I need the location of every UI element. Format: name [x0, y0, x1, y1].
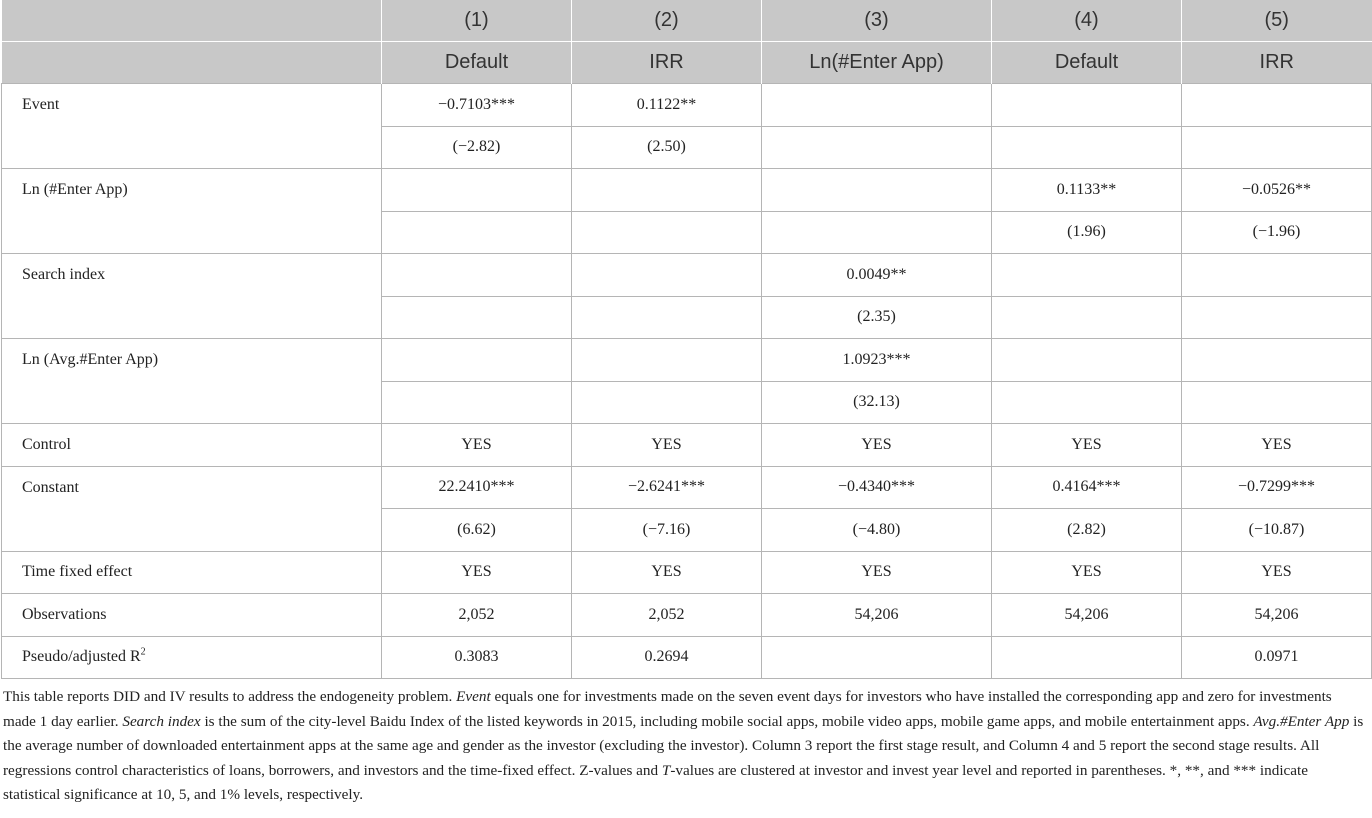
- row-label-control: Control: [2, 424, 382, 467]
- table-row-ln-enter-app-coef: [2, 169, 1372, 212]
- table-cell: 54,206: [1182, 594, 1372, 637]
- header-col-1-label: Default: [382, 42, 572, 84]
- table-cell: [572, 169, 762, 212]
- table-cell: (6.62): [382, 509, 572, 552]
- table-cell: −0.7299***: [1182, 466, 1372, 509]
- row-label-search-index: Search index: [2, 254, 382, 339]
- table-cell: [992, 254, 1182, 297]
- row-label-r-squared: [2, 636, 382, 679]
- table-cell: YES: [1182, 424, 1372, 467]
- row-label-ln-enter-app: Ln (#Enter App): [2, 169, 382, 254]
- row-label-r-squared-text: Pseudo/adjusted R: [22, 648, 141, 666]
- table-row-r-squared: [2, 636, 1372, 679]
- table-cell: [572, 296, 762, 339]
- table-cell: 54,206: [992, 594, 1182, 637]
- table-cell: YES: [382, 424, 572, 467]
- table-cell: (2.35): [762, 296, 992, 339]
- table-cell: [572, 381, 762, 424]
- header-col-5-number: (5): [1182, 0, 1372, 42]
- table-cell: −0.0526**: [1182, 169, 1372, 212]
- table-cell: [992, 296, 1182, 339]
- table-cell: [762, 84, 992, 127]
- table-cell: 2,052: [572, 594, 762, 637]
- table-cell: 0.0971: [1182, 636, 1372, 679]
- header-col-4-number: (4): [992, 0, 1182, 42]
- table-row-time-fixed-effect: [2, 551, 1372, 594]
- table-cell: [762, 636, 992, 679]
- table-row-constant-coef: [2, 466, 1372, 509]
- header-col-5-label: IRR: [1182, 42, 1372, 84]
- table-cell: YES: [572, 424, 762, 467]
- table-cell: −0.7103***: [382, 84, 572, 127]
- table-cell: −0.4340***: [762, 466, 992, 509]
- table-cell: [382, 211, 572, 254]
- table-cell: [1182, 381, 1372, 424]
- table-cell: (−7.16): [572, 509, 762, 552]
- header-row-numbers: [2, 0, 1372, 42]
- table-cell: [1182, 84, 1372, 127]
- table-row-observations: [2, 594, 1372, 637]
- table-cell: YES: [992, 551, 1182, 594]
- footnote-text-3: is the sum of the city-level Baidu Index of the listed keywords in 2015, including mobile social apps, mobile video apps, mobile game apps, and mobile entertainment apps.: [200, 712, 1254, 730]
- table-cell: (1.96): [992, 211, 1182, 254]
- table-cell: [572, 254, 762, 297]
- table-cell: [382, 381, 572, 424]
- table-cell: [1182, 296, 1372, 339]
- table-footnote: [3, 685, 1368, 808]
- table-cell: (2.82): [992, 509, 1182, 552]
- table-cell: −2.6241***: [572, 466, 762, 509]
- table-cell: [382, 339, 572, 382]
- table-cell: 2,052: [382, 594, 572, 637]
- table-cell: YES: [992, 424, 1182, 467]
- footnote-text-2: equals one for investments made on the seven event days for investors who have installed the corresponding app and zero for investments made 1 day earlier.: [3, 688, 1332, 730]
- header-col-3-number: (3): [762, 0, 992, 42]
- footnote-term-avg-enter-app: Avg.#Enter App: [1253, 712, 1350, 730]
- header-col-4-label: Default: [992, 42, 1182, 84]
- table-cell: [992, 126, 1182, 169]
- header-col-2-label: IRR: [572, 42, 762, 84]
- table-cell: [1182, 254, 1372, 297]
- table-cell: (32.13): [762, 381, 992, 424]
- row-label-ln-avg-enter-app: Ln (Avg.#Enter App): [2, 339, 382, 424]
- table-cell: 0.2694: [572, 636, 762, 679]
- table-cell: YES: [762, 551, 992, 594]
- footnote-term-t: T: [661, 761, 671, 779]
- superscript-two: 2: [140, 646, 146, 658]
- table-row-search-index-coef: [2, 254, 1372, 297]
- table-cell: YES: [762, 424, 992, 467]
- table-cell: [992, 84, 1182, 127]
- table-cell: [1182, 126, 1372, 169]
- footnote-text-5: -values are clustered at investor and invest year level and reported in parentheses. *, **, and *** indicate statistical significance at 10, 5, and 1% levels, respectively.: [3, 761, 1308, 803]
- table-row-control: [2, 424, 1372, 467]
- table-cell: (−10.87): [1182, 509, 1372, 552]
- footnote-term-event: Event: [456, 688, 491, 705]
- table-cell: [762, 126, 992, 169]
- table-cell: YES: [382, 551, 572, 594]
- row-label-observations: Observations: [2, 594, 382, 637]
- table-cell: 0.1122**: [572, 84, 762, 127]
- table-cell: (2.50): [572, 126, 762, 169]
- header-col-1-number: (1): [382, 0, 572, 42]
- table-row-event-coef: [2, 84, 1372, 127]
- row-label-constant: Constant: [2, 466, 382, 551]
- table-cell: [382, 254, 572, 297]
- table-cell: [992, 339, 1182, 382]
- table-cell: [382, 296, 572, 339]
- table-row-ln-avg-enter-app-coef: [2, 339, 1372, 382]
- header-corner-label: [2, 42, 382, 84]
- table-cell: [382, 169, 572, 212]
- table-cell: 0.4164***: [992, 466, 1182, 509]
- table-cell: 54,206: [762, 594, 992, 637]
- row-label-event: Event: [2, 84, 382, 169]
- table-cell: [572, 211, 762, 254]
- table-cell: [572, 339, 762, 382]
- header-corner: [2, 0, 382, 42]
- table-cell: (−2.82): [382, 126, 572, 169]
- header-col-3-label: Ln(#Enter App): [762, 42, 992, 84]
- table-cell: (−1.96): [1182, 211, 1372, 254]
- table-cell: 22.2410***: [382, 466, 572, 509]
- table-cell: YES: [1182, 551, 1372, 594]
- footnote-text-4: is the average number of downloaded entertainment apps at the same age and gender as the investor (excluding the investor). Column 3 report the first stage result, and Column 4 and 5 report the second stage results. All regressions control characteristics of loans, borrowers, and investors and the time-fixed effect. Z-values and: [3, 712, 1364, 779]
- table-cell: [992, 636, 1182, 679]
- footnote-term-search-index: Search index: [122, 712, 201, 730]
- header-row-labels: [2, 42, 1372, 84]
- table-cell: (−4.80): [762, 509, 992, 552]
- table-cell: [762, 169, 992, 212]
- table-cell: YES: [572, 551, 762, 594]
- table-cell: [762, 211, 992, 254]
- table-cell: [1182, 339, 1372, 382]
- footnote-text-1: This table reports DID and IV results to address the endogeneity problem.: [3, 688, 457, 705]
- table-cell: [992, 381, 1182, 424]
- table-cell: 0.3083: [382, 636, 572, 679]
- header-col-2-number: (2): [572, 0, 762, 42]
- table-cell: 1.0923***: [762, 339, 992, 382]
- table-cell: 0.0049**: [762, 254, 992, 297]
- row-label-time-fixed-effect: Time fixed effect: [2, 551, 382, 594]
- regression-table: [1, 0, 1372, 679]
- table-cell: 0.1133**: [992, 169, 1182, 212]
